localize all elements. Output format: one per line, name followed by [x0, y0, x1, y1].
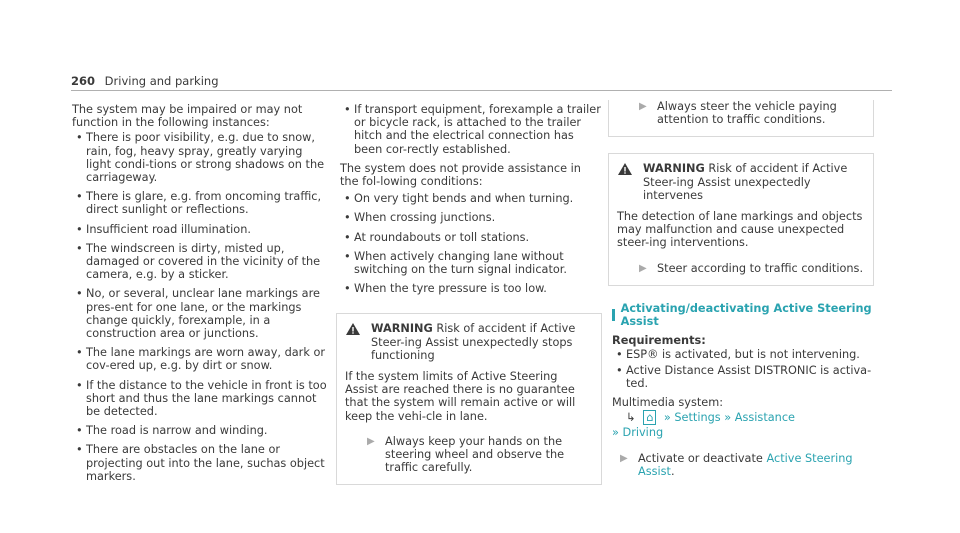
- list-item: • There is poor visibility, e.g. due to snow, rain, fog, heavy spray, greatly varying light condi-tions or strong shadows on the carriageway.: [72, 131, 328, 184]
- warning-triangle-icon: [345, 322, 363, 362]
- chevron-icon: »: [612, 426, 619, 440]
- warning-step: [345, 435, 593, 475]
- step-arrow-icon: ▶: [620, 452, 628, 464]
- list-item: • There are obstacles on the lane or projecting out into the lane, suchas object markers.: [72, 443, 328, 483]
- multimedia-label: Multimedia system:: [612, 396, 724, 410]
- no-assistance-list: [340, 192, 602, 295]
- menu-driving[interactable]: Driving: [622, 426, 664, 440]
- warning-header: [617, 162, 865, 202]
- section-title: Activating/deactivating Active Steering Assist: [620, 301, 872, 329]
- menu-assistance[interactable]: Assistance: [734, 411, 795, 425]
- continued-warning-box: [608, 100, 874, 137]
- step-arrow-icon: ▶: [367, 435, 375, 447]
- step-suffix: .: [670, 464, 675, 478]
- final-step: [612, 452, 874, 478]
- page-section-title: Driving and parking: [104, 74, 219, 88]
- warning-label: WARNING: [643, 162, 705, 176]
- warning-box: [608, 153, 874, 285]
- chevron-icon: »: [663, 411, 671, 425]
- conditions-intro: The system may be impaired or may not function in the following instances:: [72, 103, 303, 130]
- list-item: • No, or several, unclear lane markings are pres-ent for one lane, or the markings change quickly, forexample, in a construction area or junctions.: [72, 287, 328, 340]
- top-list: [340, 103, 602, 156]
- path-arrow-icon: ↳: [626, 411, 636, 425]
- column-1: [72, 103, 328, 489]
- list-item: • If the distance to the vehicle in front is too short and thus the lane markings cannot be detected.: [72, 379, 328, 419]
- warning-step: [617, 262, 865, 275]
- requirements-list: [612, 348, 874, 390]
- assistance-intro: The system does not provide assistance in the fol-lowing conditions:: [340, 161, 581, 189]
- column-3: [612, 100, 874, 478]
- warning-title: Risk of accident if Active Steer-ing Assist unexpectedly intervenes: [643, 162, 848, 202]
- list-item: • Insufficient road illumination.: [72, 223, 328, 236]
- warning-header: [345, 322, 593, 362]
- warning-box: [336, 313, 602, 485]
- list-item: • There is glare, e.g. from oncoming traffic, direct sunlight or reflections.: [72, 190, 328, 216]
- page-header: [71, 74, 219, 88]
- section-marker: [612, 309, 615, 321]
- column-2: [340, 103, 602, 485]
- menu-path: [612, 411, 874, 424]
- list-item: • When actively changing lane without switching on the turn signal indicator.: [340, 250, 602, 276]
- list-item: • On very tight bends and when turning.: [340, 192, 602, 205]
- header-divider: [71, 90, 892, 91]
- home-icon[interactable]: ⌂: [643, 410, 656, 425]
- warning-title: Risk of accident if Active Steer-ing Assist unexpectedly stops functioning: [371, 322, 576, 362]
- chevron-icon: »: [724, 411, 732, 425]
- list-item: • The road is narrow and winding.: [72, 424, 328, 437]
- menu-path-line-2: [612, 426, 874, 439]
- step-prefix: Activate or deactivate: [638, 451, 763, 465]
- step-arrow-icon: ▶: [639, 101, 647, 112]
- list-item: • At roundabouts or toll stations.: [340, 231, 602, 244]
- step-text: Always keep your hands on the steering wheel and observe the traffic carefully.: [385, 434, 565, 475]
- list-item: • The windscreen is dirty, misted up, damaged or covered in the vicinity of the camera, e.g. by a sticker.: [72, 242, 328, 282]
- step-arrow-icon: ▶: [639, 262, 647, 274]
- requirements-label: Requirements:: [612, 334, 706, 348]
- warning-triangle-icon: [617, 162, 635, 202]
- active-steering-assist-link[interactable]: Active Steering Assist: [638, 451, 853, 478]
- list-item: • When crossing junctions.: [340, 211, 602, 224]
- list-item: • If transport equipment, forexample a trailer or bicycle rack, is attached to the trailer hitch and the electrical connection has been cor-rectly established.: [340, 103, 602, 156]
- step-text: Steer according to traffic conditions.: [657, 261, 864, 275]
- list-item: • ESP® is activated, but is not intervening.: [612, 348, 874, 361]
- list-item: • The lane markings are worn away, dark or cov-ered up, e.g. by dirt or snow.: [72, 346, 328, 372]
- section-heading: [612, 302, 874, 328]
- page-number: 260: [71, 74, 96, 88]
- impairment-list: [72, 131, 328, 483]
- list-item: • When the tyre pressure is too low.: [340, 282, 602, 295]
- step-text: Always steer the vehicle paying attention to traffic conditions.: [657, 100, 837, 127]
- list-item: • Active Distance Assist DISTRONIC is activa-ted.: [612, 364, 874, 390]
- warning-body: The detection of lane markings and objects may malfunction and cause unexpected steer-ing interventions.: [617, 210, 863, 250]
- menu-settings[interactable]: Settings: [674, 411, 721, 425]
- warning-body: If the system limits of Active Steering Assist are reached there is no guarantee that the system will remain active or will keep the vehi-cle in lane.: [345, 370, 576, 423]
- warning-label: WARNING: [371, 322, 433, 336]
- warning-step: [617, 100, 865, 126]
